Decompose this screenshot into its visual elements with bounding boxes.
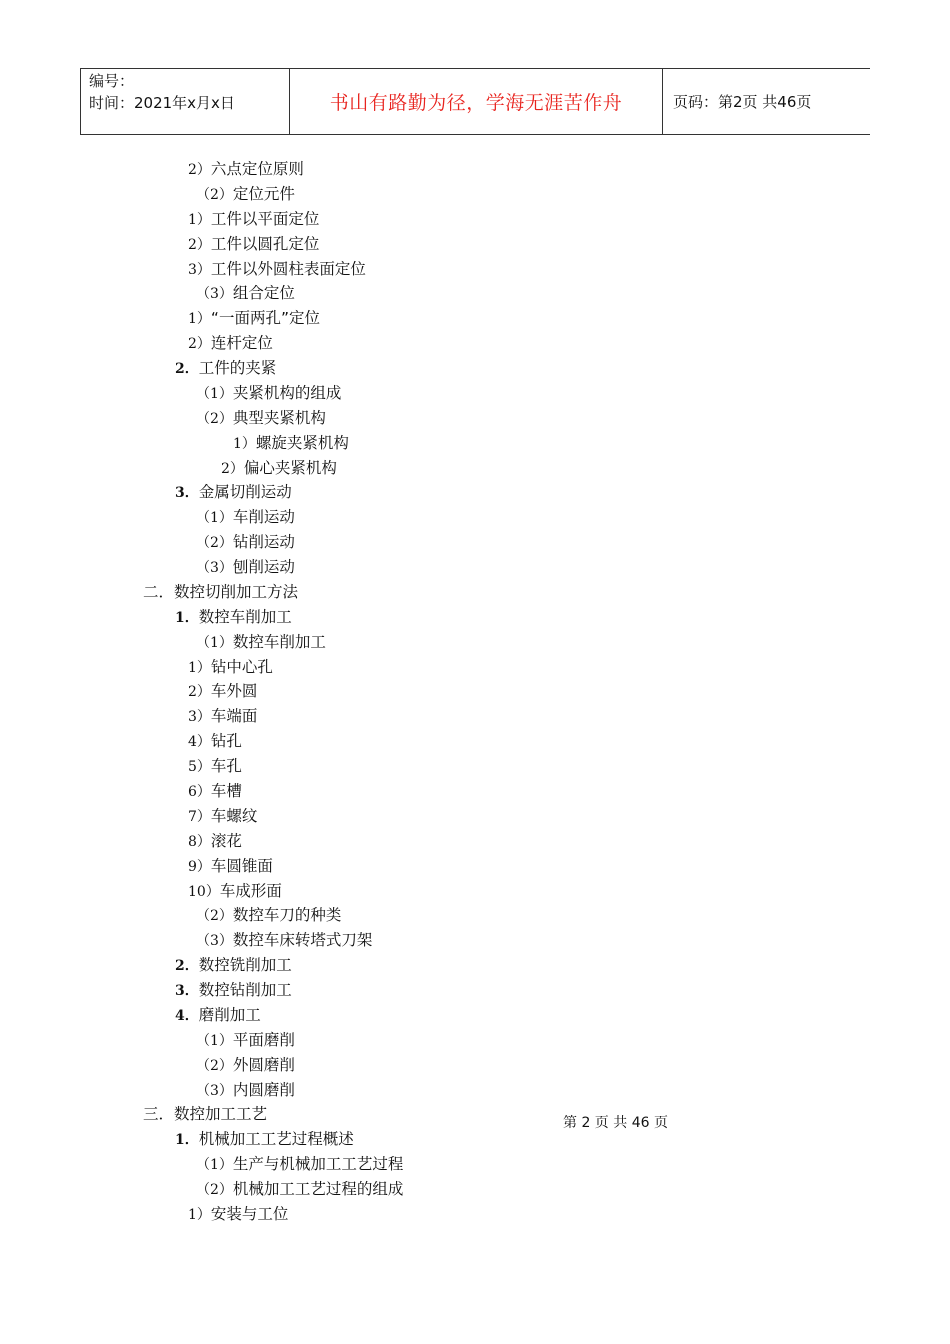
outline-item-text: 数控车刀的种类 bbox=[232, 906, 342, 925]
outline-item-text: 数控车削加工 bbox=[232, 632, 326, 651]
outline-item bbox=[175, 953, 292, 978]
outline-item bbox=[196, 903, 341, 928]
outline-item bbox=[188, 854, 273, 879]
outline-item-text: 车成形面 bbox=[219, 881, 282, 900]
outline-item-prefix: 2） bbox=[188, 336, 211, 353]
outline-item-text: 磨削加工 bbox=[198, 1005, 261, 1024]
outline-item bbox=[188, 1202, 288, 1227]
outline-item bbox=[196, 530, 295, 555]
outline-item-prefix: （2） bbox=[196, 1057, 233, 1074]
outline-item-prefix: 三． bbox=[143, 1105, 175, 1124]
outline-item-text: 车螺纹 bbox=[210, 806, 258, 825]
outline-item-prefix: （1） bbox=[196, 1157, 233, 1174]
outline-item-text: 生产与机械加工工艺过程 bbox=[232, 1155, 404, 1174]
outline-item-prefix: （3） bbox=[196, 933, 233, 950]
outline-item-prefix: 4． bbox=[175, 1007, 199, 1024]
outline-item-text: 夹紧机构的组成 bbox=[232, 383, 342, 402]
outline-item bbox=[188, 729, 242, 754]
outline-item-prefix: 二． bbox=[143, 582, 175, 601]
outline-item-text: 数控切削加工方法 bbox=[174, 582, 299, 601]
outline-item-text: 典型夹紧机构 bbox=[232, 408, 326, 427]
outline-item bbox=[196, 1078, 295, 1103]
outline-item-text: 平面磨削 bbox=[232, 1030, 295, 1049]
number-label: 编号： bbox=[89, 72, 135, 90]
outline-item-prefix: （2） bbox=[196, 908, 233, 925]
page-number-cell bbox=[663, 69, 871, 135]
outline-item bbox=[175, 1003, 261, 1028]
outline-item-text: 数控铣削加工 bbox=[198, 956, 292, 975]
outline-item-prefix: 8） bbox=[188, 833, 211, 850]
outline-item-prefix: 2） bbox=[188, 236, 211, 253]
outline-item-text: 工件以外圆柱表面定位 bbox=[210, 259, 366, 278]
outline-item-text: 偏心夹紧机构 bbox=[243, 458, 337, 477]
outline-item-prefix: 3） bbox=[188, 261, 211, 278]
outline-item bbox=[196, 928, 372, 953]
outline-item-prefix: （3） bbox=[196, 560, 233, 577]
outline-item-prefix: 1） bbox=[188, 659, 211, 676]
outline-item bbox=[233, 431, 349, 456]
document-header bbox=[80, 68, 870, 135]
outline-item-text: 数控钻削加工 bbox=[198, 981, 292, 1000]
outline-item-text: 机械加工工艺过程概述 bbox=[198, 1130, 354, 1149]
outline-item-prefix: 3． bbox=[175, 485, 199, 502]
outline-item-prefix: 2） bbox=[188, 162, 211, 178]
outline-item bbox=[196, 406, 326, 431]
outline-item bbox=[188, 306, 320, 331]
outline-item-prefix: （2） bbox=[196, 410, 233, 427]
outline-item bbox=[188, 804, 257, 829]
outline-item-text: 机械加工工艺过程的组成 bbox=[232, 1180, 404, 1199]
outline-item bbox=[221, 456, 337, 481]
outline-item-prefix: 10） bbox=[188, 883, 220, 900]
outline-item-text: 数控车削加工 bbox=[198, 607, 292, 626]
outline-item bbox=[188, 655, 273, 680]
outline-item bbox=[196, 1152, 403, 1177]
outline-item bbox=[196, 1028, 295, 1053]
outline-item-prefix: （1） bbox=[196, 1032, 233, 1049]
outline-item-prefix: （1） bbox=[196, 634, 233, 651]
outline-item-prefix: 3． bbox=[175, 983, 199, 1000]
outline-item bbox=[188, 331, 273, 356]
outline-item bbox=[143, 1102, 267, 1127]
outline-item bbox=[188, 157, 304, 182]
outline-item-prefix: 1） bbox=[188, 311, 211, 328]
outline-item-prefix: 1） bbox=[188, 1206, 211, 1223]
outline-item-prefix: 1． bbox=[175, 1132, 199, 1149]
outline-item-text: 钻削运动 bbox=[232, 533, 295, 552]
outline-item-prefix: （3） bbox=[196, 286, 233, 303]
outline-item-prefix: 2） bbox=[188, 684, 211, 701]
outline-item-text: 外圆磨削 bbox=[232, 1055, 295, 1074]
outline-item bbox=[196, 281, 295, 306]
outline-item-text: 钻孔 bbox=[210, 732, 242, 751]
outline-item-prefix: 5） bbox=[188, 759, 211, 776]
outline-item-text: 定位元件 bbox=[232, 184, 295, 203]
motto-text: 书山有路勤为径，学海无涯苦作舟 bbox=[329, 92, 623, 114]
page-number-label: 页码：第2页 共46页 bbox=[673, 93, 812, 111]
outline-item bbox=[188, 779, 242, 804]
outline-item bbox=[143, 580, 298, 605]
outline-item bbox=[175, 1127, 354, 1152]
outline-item bbox=[188, 879, 282, 904]
outline-item bbox=[175, 605, 292, 630]
outline-item-text: 数控加工工艺 bbox=[174, 1105, 268, 1124]
outline-item-text: 内圆磨削 bbox=[232, 1080, 295, 1099]
outline-item bbox=[188, 207, 319, 232]
outline-item-prefix: 2． bbox=[175, 361, 199, 378]
outline-item-text: 车孔 bbox=[210, 757, 242, 776]
outline-item-text: 车槽 bbox=[210, 782, 242, 800]
outline-item-prefix: 7） bbox=[188, 808, 211, 825]
outline-item bbox=[196, 182, 295, 207]
outline-item-text: 钻中心孔 bbox=[210, 657, 273, 676]
outline-item-prefix: （2） bbox=[196, 535, 233, 552]
outline-item-text: 车圆锥面 bbox=[210, 856, 273, 875]
outline-item-prefix: 1． bbox=[175, 609, 199, 626]
outline-item-text: 滚花 bbox=[210, 831, 242, 850]
outline-item bbox=[196, 630, 326, 655]
outline-item bbox=[196, 555, 295, 580]
outline-item bbox=[196, 1177, 403, 1202]
outline-item bbox=[196, 505, 295, 530]
outline-item bbox=[188, 679, 257, 704]
outline-item-prefix: 3） bbox=[188, 709, 211, 726]
outline-item bbox=[175, 480, 292, 505]
outline-item bbox=[188, 232, 319, 257]
outline-item bbox=[188, 829, 242, 854]
time-label: 时间：2021年x月x日 bbox=[89, 94, 235, 112]
outline-item-prefix: 1） bbox=[188, 211, 211, 228]
outline-item-prefix: 1） bbox=[233, 435, 256, 452]
outline-item-prefix: 9） bbox=[188, 858, 211, 875]
outline-item-text: 金属切削运动 bbox=[198, 483, 292, 502]
outline-item-prefix: （1） bbox=[196, 385, 233, 402]
outline-item bbox=[188, 704, 257, 729]
outline-item-prefix: 2． bbox=[175, 958, 199, 975]
outline-item-text: 车外圆 bbox=[210, 682, 258, 701]
outline-item-prefix: （2） bbox=[196, 186, 233, 203]
outline-item-text: 数控车床转塔式刀架 bbox=[232, 931, 373, 950]
outline-item bbox=[196, 1053, 295, 1078]
outline-item bbox=[188, 257, 366, 282]
outline-item-text: 工件以平面定位 bbox=[210, 209, 320, 228]
outline-item bbox=[175, 356, 276, 381]
outline-item-text: “一面两孔”定位 bbox=[210, 309, 320, 328]
outline-item-text: 六点定位原则 bbox=[210, 160, 304, 178]
outline-item-prefix: 4） bbox=[188, 734, 211, 751]
outline-item-text: 工件以圆孔定位 bbox=[210, 234, 320, 253]
outline-item-text: 刨削运动 bbox=[232, 558, 295, 577]
motto-cell bbox=[290, 69, 663, 135]
outline-item bbox=[188, 754, 242, 779]
outline-item-text: 车削运动 bbox=[232, 508, 295, 527]
outline-item-prefix: （1） bbox=[196, 510, 233, 527]
outline-item-prefix: （2） bbox=[196, 1182, 233, 1199]
page-footer: 第 2 页 共 46 页 bbox=[563, 1115, 668, 1131]
outline-item bbox=[175, 978, 292, 1003]
outline-item-text: 组合定位 bbox=[232, 284, 295, 303]
outline-item bbox=[196, 381, 341, 406]
outline-item-text: 螺旋夹紧机构 bbox=[255, 433, 349, 452]
outline-item-text: 连杆定位 bbox=[210, 334, 273, 353]
header-meta-cell bbox=[81, 69, 290, 135]
outline-item-text: 安装与工位 bbox=[210, 1204, 289, 1223]
outline-item-text: 工件的夹紧 bbox=[198, 359, 277, 378]
outline-item-prefix: （3） bbox=[196, 1082, 233, 1099]
outline-item-prefix: 6） bbox=[188, 784, 211, 800]
outline-item-prefix: 2） bbox=[221, 460, 244, 477]
outline-item-text: 车端面 bbox=[210, 707, 258, 726]
